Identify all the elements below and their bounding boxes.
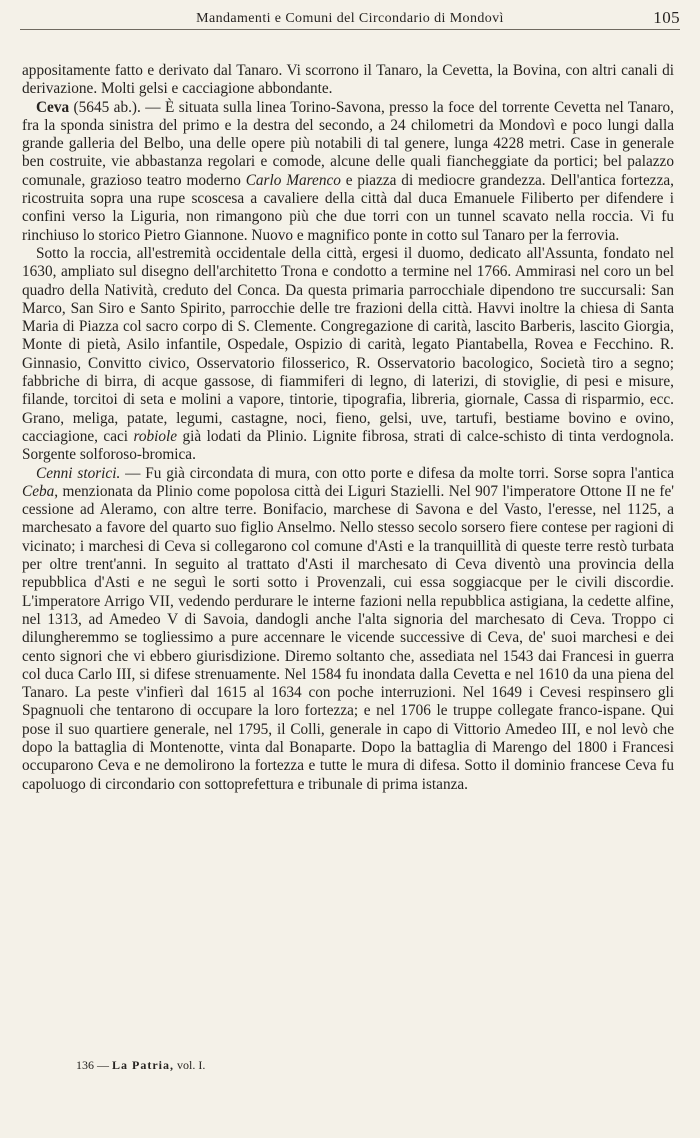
- sheet-number: 136 —: [76, 1058, 109, 1072]
- text-run: appositamente fatto e derivato dal Tanaro. Vi scorrono il Tanaro, la Cevetta, la Bovina, con altri canali di derivazione. Molti gelsi e cacciagione abbondante.: [22, 62, 674, 98]
- paragraph: [22, 465, 674, 794]
- text-run: e piazza di mediocre grandezza. Dell'antica fortezza, ricostruita sopra una rupe scoscesa a cavaliere della città dal duca Emanuele Filiberto per difendere i confini verso la Liguria, non rimangono più che due torri con un tunnel scavato nella roccia. Vi fu rinchiuso lo storico Pietro Giannone. Nuovo e magnifico ponte in cotto sul Tanaro per la ferrovia.: [22, 171, 674, 244]
- signature-line: [76, 1058, 205, 1073]
- italic-text: Ceba: [22, 482, 55, 500]
- entry-heading: Ceva: [36, 98, 70, 116]
- main-text: [22, 62, 674, 794]
- volume-label: vol. I.: [177, 1058, 206, 1072]
- running-header: [20, 5, 680, 30]
- text-run: Sotto la roccia, all'estremità occidentale della città, ergesi il duomo, dedicato all'Assunta, fondato nel 1630, ampliato sul disegno dell'architetto Trona e condotto a termine nel 1766. Ammirasi nel coro un bel quadro della Natività, creduto del Conca. Da questa primaria parrocchiale dipendono tre succursali: San Marco, San Siro e Santo Spirito, parrocchie delle tre frazioni della città. Havvi inoltre la chiesa di Santa Maria di Piazza col sacro corpo di S. Clemente. Congregazione di carità, lascito Barberis, lascito Giorgia, Monte di pietà, Asilo infantile, Ospedale, Ospizio di carità, legato Piantabella, Rovea e Fecchino. R. Ginnasio, Convitto civico, Osservatorio filosserico, R. Osservatorio bacologico, Società tiro a segno; fabbriche di birra, di acque gassose, di fiammiferi di legno, di laterizi, di stoviglie, di pesi e misure, filande, torcitoi di seta e molini a vapore, tintorie, tipografia, libreria, giornale, Cassa di risparmio, ecc. Grano, meliga, patate, legumi, castagne, noci, fieno, gelsi, uve, tartufi, bestiame bovino e ovino, cacciagione, caci: [22, 244, 674, 445]
- work-title: La Patria,: [112, 1058, 174, 1072]
- section-heading: Cenni storici.: [36, 464, 121, 482]
- page-number: 105: [653, 8, 680, 27]
- text-run: (5645 ab.). — È situata sulla linea Torino-Savona, presso la foce del torrente Cevetta nel Tanaro, fra la sponda sinistra del primo e la destra del secondo, a 24 chilometri da Mondovì e poco lungi dalla grande galleria del Belbo, una delle opere più notabili di tal genere, lunga 4228 metri. Case in generale ben costruite, vie abbastanza regolari e comode, alcune delle quali fiancheggiate da portici; bel palazzo comunale, grazioso teatro moderno: [22, 98, 674, 189]
- paragraph: [22, 99, 674, 245]
- running-title: Mandamenti e Comuni del Circondario di Mondovì: [196, 11, 504, 26]
- text-run: — Fu già circondata di mura, con otto porte e difesa da molte torri. Sorse sopra l'antica: [120, 464, 674, 482]
- paragraph: [22, 62, 674, 99]
- italic-text: Carlo Marenco: [245, 171, 341, 189]
- italic-text: robiole: [133, 427, 178, 445]
- text-run: , menzionata da Plinio come popolosa città dei Liguri Stazielli. Nel 907 l'imperatore Ottone II ne fe' cessione ad Aleramo, con altre terre. Bonifacio, marchese di Savona e del Vasto, l'eresse, nel 1125, a marchesato a favore del quarto suo figlio Anselmo. Nello stesso secolo sorsero fiere contese per ragioni di vicinato; i marchesi di Ceva si collegarono col comune d'Asti e la tranquillità di queste terre restò turbata per oltre trent'anni. In seguito al trattato d'Asti il marchesato di Ceva diventò una provincia della repubblica d'Asti e ne seguì le sorti sotto i Provenzali, cui essa soggiacque per le civili discordie. L'imperatore Arrigo VII, vedendo perdurare le interne fazioni nella repubblica astigiana, la cedette alfine, nel 1313, ad Amedeo V di Savoia, dandogli anche l'alta signoria del marchesato di Ceva. Troppo ci dilungheremmo se togliessimo a pure accennare le vicende successive di Ceva, de' suoi marchesi e dei cento signori che vi ebbero giurisdizione. Diremo soltanto che, assediata nel 1543 dai Francesi in guerra col duca Carlo III, si difese strenuamente. Nel 1584 fu inondata dalla Cevetta e nel 1610 da una piena del Tanaro. La peste v'infierì dal 1615 al 1634 con poche interruzioni. Nel 1649 i Cevesi respinsero gli Spagnuoli che tentarono di occupare la loro fortezza; e nel 1706 le truppe collegate franco-ispane. Qui pose il suo quartiere generale, nel 1795, il Colli, generale in capo di Vittorio Amedeo III, e nol levò che dopo la battaglia di Montenotte, vinta dal Bonaparte. Dopo la battaglia di Marengo del 1800 i Francesi occuparono Ceva e ne demolirono la fortezza e tutte le mura di difesa. Sotto il dominio francese Ceva fu capoluogo di circondario con sottoprefettura e tribunale di prima istanza.: [22, 482, 674, 793]
- paragraph: [22, 245, 674, 465]
- text-run: già lodati da Plinio. Lignite fibrosa, strati di calce-schisto di tinta verdognola. Sorgente solforoso-bromica.: [22, 427, 674, 464]
